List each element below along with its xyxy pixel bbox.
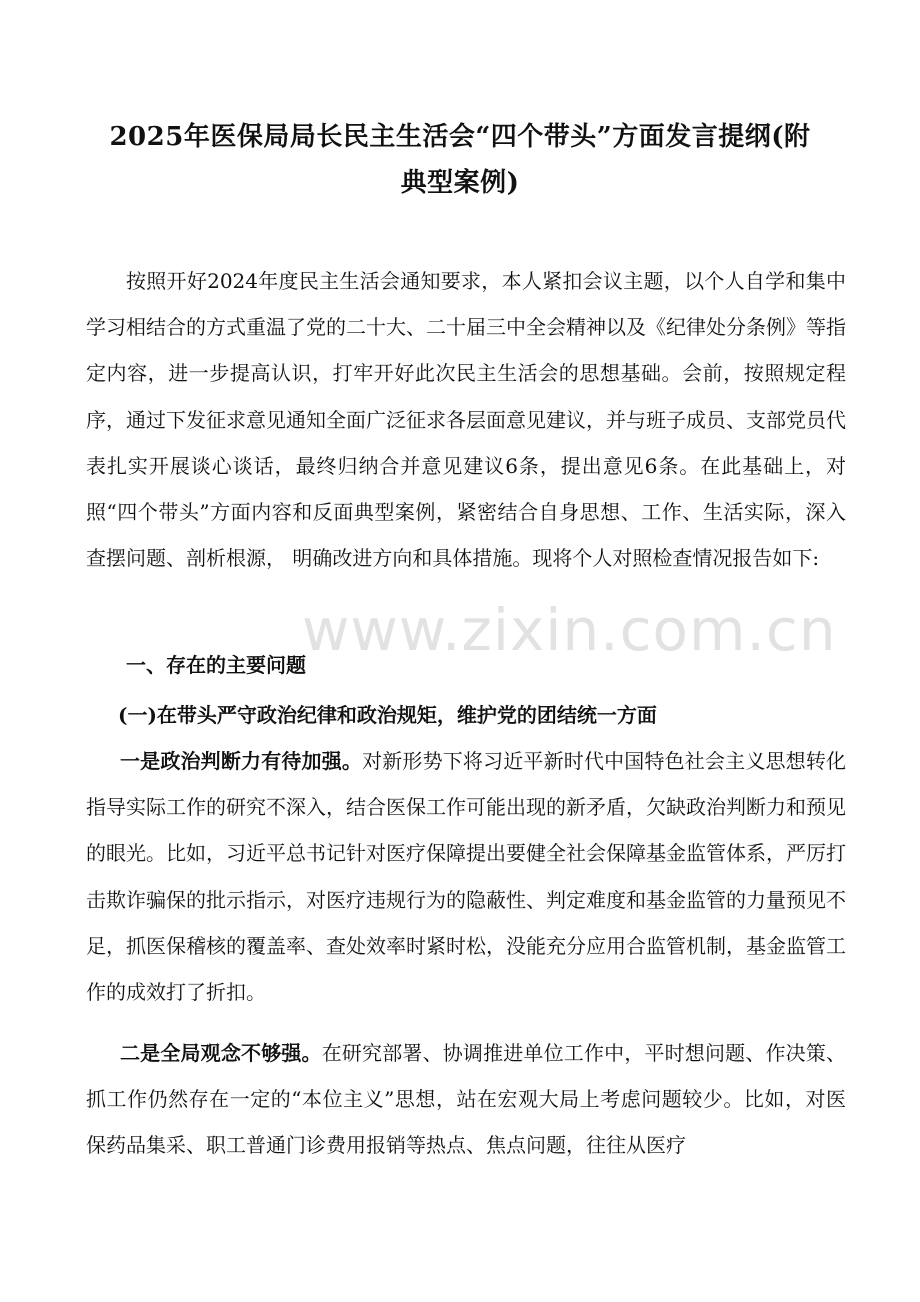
point-one-lead: 一是政治判断力有待加强。	[120, 749, 363, 773]
point-one-paragraph	[86, 738, 846, 1015]
site-watermark: www.zixin.com.cn	[302, 596, 837, 664]
intro-paragraph: 按照开好2024年度民主生活会通知要求，本人紧扣会议主题，以个人自学和集中学习相结合的方式重温了党的二十大、二十届三中全会精神以及《纪律处分条例》等指定内容，进一步提高认识，打牢开好此次民主生活会的思想基础。会前，按照规定程序，通过下发征求意见通知全面广泛征求各层面意见建议，并与班子成员、支部党员代表扎实开展谈心谈话，最终归纳合并意见建议6条，提出意见6条。在此基础上，对照“四个带头”方面内容和反面典型案例，紧密结合自身思想、工作、生活实际，深入查摆问题、剖析根源， 明确改进方向和具体措施。现将个人对照检查情况报告如下:	[86, 269, 846, 571]
document-title-line1: 2025年医保局局长民主生活会“四个带头”方面发言提纲(附	[109, 122, 811, 152]
subsection-heading: (一)在带头严守政治纪律和政治规矩，维护党的团结统一方面	[118, 703, 657, 727]
point-two-lead: 二是全局观念不够强。	[120, 1041, 322, 1065]
point-one-text: 对新形势下将习近平新时代中国特色社会主义思想转化指导实际工作的研究不深入，结合医保工作可能出现的新矛盾，欠缺政治判断力和预见的眼光。比如，习近平总书记针对医疗保障提出要健全社会保障基金监管体系，严厉打击欺诈骗保的批示指示，对医疗违规行为的隐蔽性、判定难度和基金监管的力量预见不足，抓医保稽核的覆盖率、查处效率时紧时松，没能充分应用合监管机制，基金监管工作的成效打了折扣。	[86, 749, 847, 1005]
point-two-text: 在研究部署、协调推进单位工作中，平时想问题、作决策、抓工作仍然存在一定的“本位主义”思想，站在宏观大局上考虑问题较少。比如，对医保药品集采、职工普通门诊费用报销等热点、焦点问题，往往从医疗	[86, 1041, 847, 1158]
document-title-line2: 典型案例)	[400, 168, 520, 198]
point-two-paragraph	[86, 1030, 846, 1169]
section-heading: 一、存在的主要问题	[126, 653, 306, 677]
